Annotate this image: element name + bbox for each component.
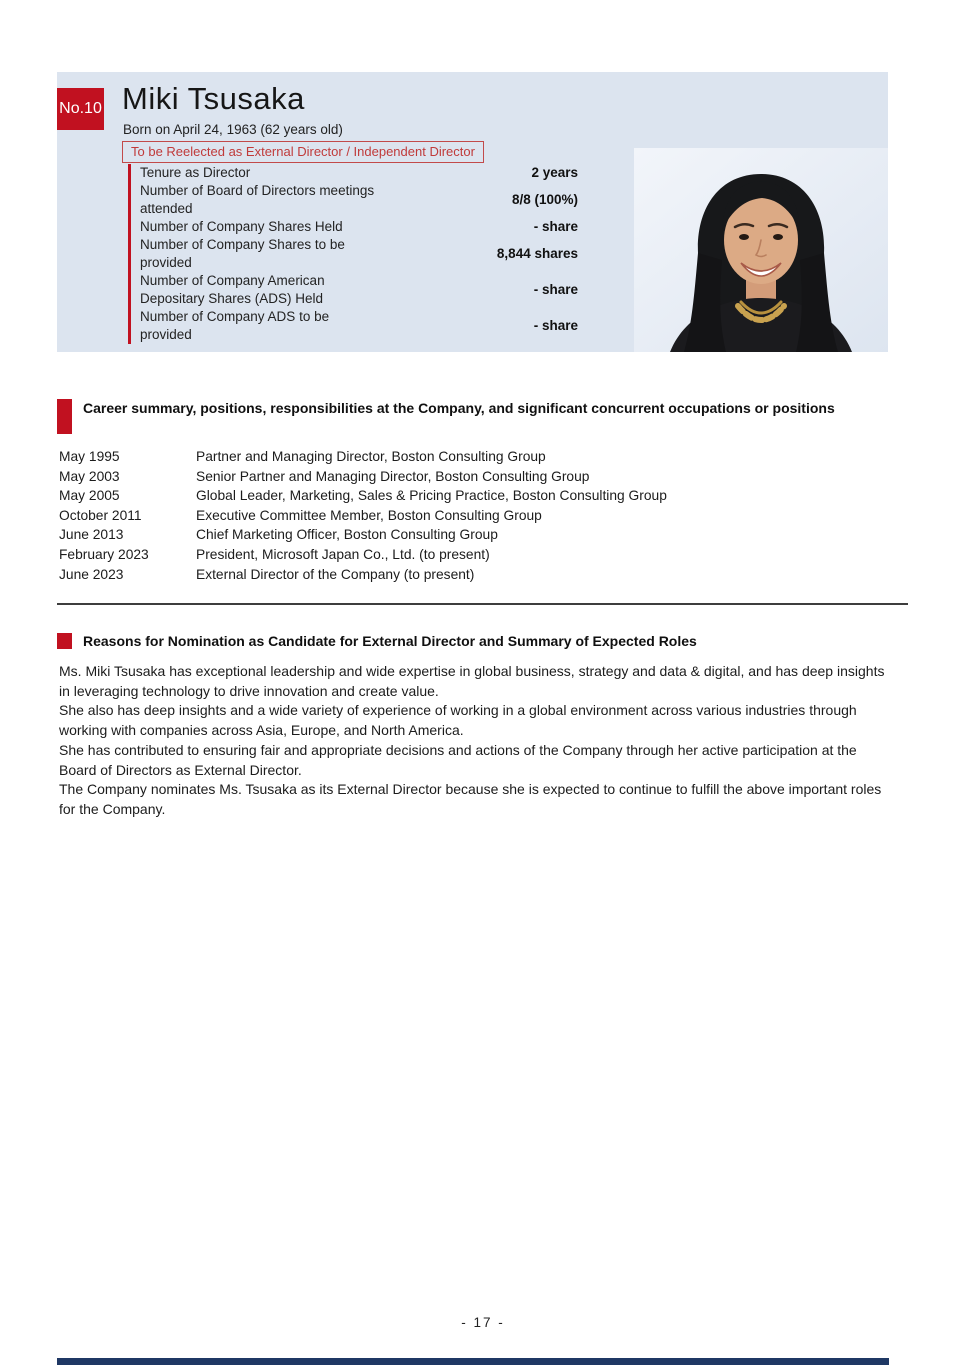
career-entry-date: June 2023 [59, 566, 124, 582]
career-entry-description: Global Leader, Marketing, Sales & Pricing Practice, Boston Consulting Group [196, 488, 667, 504]
portrait-illustration [634, 148, 888, 352]
info-row [140, 308, 578, 344]
info-value: 8,844 shares [496, 246, 578, 261]
candidate-number-badge: No.10 [57, 88, 104, 130]
career-entry-description: Executive Committee Member, Boston Consulting Group [196, 507, 542, 523]
page-number: - 17 - [461, 1315, 505, 1330]
reasons-section-bullet [57, 633, 72, 649]
reason-paragraph: The Company nominates Ms. Tsusaka as its External Director because she is expected to continue to fulfill the above important roles for the Company. [59, 781, 882, 817]
career-entry-date: May 1995 [59, 449, 120, 464]
reason-paragraph: Ms. Miki Tsusaka has exceptional leadership and wide expertise in global business, strategy and data & digital, and has deep insights in leveraging technology to drive innovation and create value. [59, 663, 885, 699]
career-entry-date: May 2005 [59, 488, 120, 504]
reasons-section-heading: Reasons for Nomination as Candidate for External Director and Summary of Expected Roles [83, 633, 697, 649]
candidate-info-table [128, 164, 578, 344]
reelection-status-badge: To be Reelected as External Director / Independent Director [122, 141, 484, 163]
info-value: - share [533, 282, 578, 297]
info-label: Tenure as Director [140, 165, 251, 180]
reason-paragraph: She also has deep insights and a wide variety of experience of working in a global environment across various industries through working with companies across Asia, Europe, and North America. [59, 702, 857, 739]
career-entry [59, 506, 839, 526]
career-entry [59, 467, 839, 487]
info-value: 8/8 (100%) [511, 192, 578, 207]
career-entry-date: May 2003 [59, 468, 120, 484]
info-row [140, 218, 578, 236]
career-entry [59, 565, 839, 585]
candidate-name: Miki Tsusaka [122, 81, 305, 116]
career-section-heading: Career summary, positions, responsibilities at the Company, and significant concurrent occupations or positions [83, 400, 835, 416]
career-entry-description: External Director of the Company (to present) [196, 566, 475, 582]
career-history-list [59, 447, 839, 584]
candidate-header-panel [57, 72, 888, 352]
info-row [140, 182, 578, 218]
reason-paragraph: She has contributed to ensuring fair and appropriate decisions and actions of the Company through her active participation at the Board of Directors as External Director. [59, 741, 857, 778]
career-entry-description: Senior Partner and Managing Director, Boston Consulting Group [196, 468, 590, 484]
info-row [140, 236, 578, 272]
info-label: Number of Company Shares Held [140, 219, 343, 234]
career-entry-date: February 2023 [59, 546, 149, 562]
section-divider [57, 603, 908, 605]
career-entry [59, 486, 839, 506]
career-entry-description: President, Microsoft Japan Co., Ltd. (to present) [196, 546, 490, 562]
info-row [140, 272, 578, 308]
reasons-body [59, 662, 895, 820]
info-label: Number of Board of Directors meetings attended [140, 183, 375, 216]
career-entry-date: October 2011 [59, 507, 142, 523]
career-entry-description: Chief Marketing Officer, Boston Consulting Group [196, 527, 498, 543]
info-row [140, 164, 578, 182]
career-entry [59, 545, 839, 565]
info-value: - share [533, 219, 578, 234]
birth-date: Born on April 24, 1963 (62 years old) [123, 122, 343, 137]
portrait-photo [634, 148, 888, 352]
career-section-bullet [57, 399, 72, 434]
info-label: Number of Company ADS to be provided [140, 309, 330, 342]
career-entry-date: June 2013 [59, 527, 124, 543]
info-label: Number of Company American Depositary Shares (ADS) Held [140, 273, 325, 306]
career-entry-description: Partner and Managing Director, Boston Consulting Group [196, 449, 546, 464]
footer-bar [57, 1358, 889, 1365]
info-value: 2 years [531, 165, 578, 180]
info-value: - share [533, 318, 578, 333]
career-entry [59, 447, 839, 467]
info-label: Number of Company Shares to be provided [140, 237, 345, 270]
career-entry [59, 525, 839, 545]
